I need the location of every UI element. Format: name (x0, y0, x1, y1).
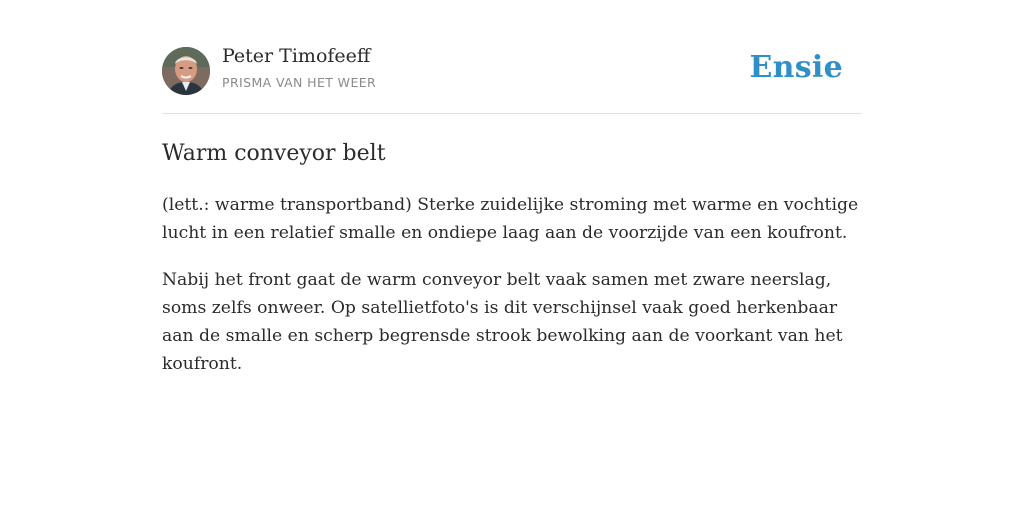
avatar[interactable] (162, 47, 210, 95)
entry-title: Warm conveyor belt (162, 141, 386, 166)
entry-paragraph: Nabij het front gaat de warm conveyor belt vaak samen met zware neerslag, soms zelfs onweer. Op satellietfoto's is dit verschijnsel vaak goed herkenbaar aan de smalle en scherp begrensde strook bewolking aan de voorkant van het koufront. (162, 270, 843, 374)
author-photo-icon (162, 47, 210, 95)
entry-paragraph: (lett.: warme transportband) Sterke zuidelijke stroming met warme en vochtige lucht in een relatief smalle en ondiepe laag aan de voorzijde van een koufront. (162, 195, 859, 243)
entry-body (162, 191, 862, 378)
author-name[interactable]: Peter Timofeeff (222, 45, 371, 67)
header (162, 0, 862, 114)
brand-logo[interactable]: Ensie (749, 50, 843, 85)
author-source[interactable]: PRISMA VAN HET WEER (222, 75, 377, 90)
page (162, 0, 862, 378)
